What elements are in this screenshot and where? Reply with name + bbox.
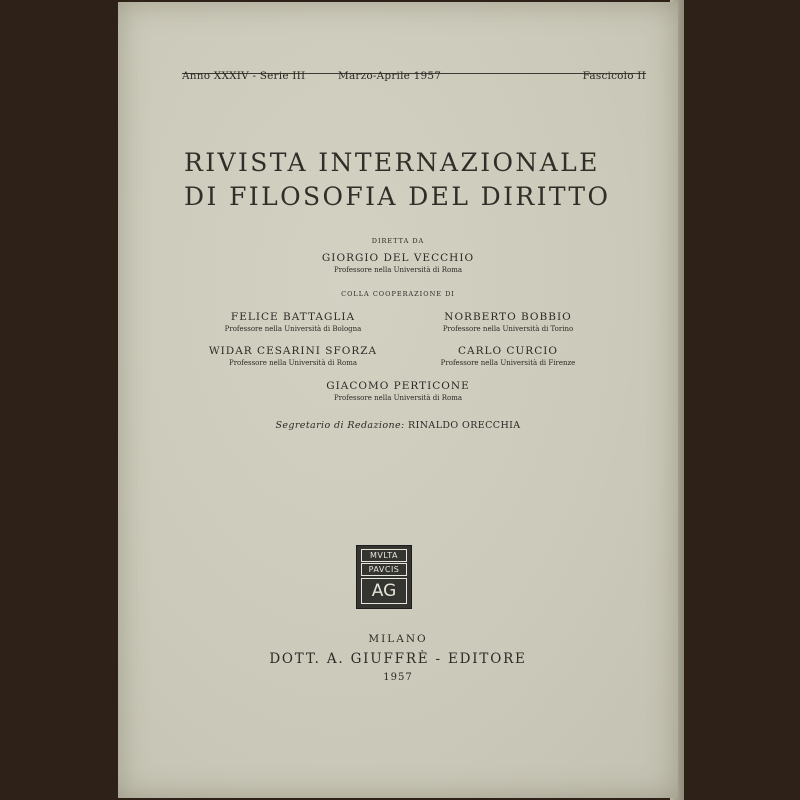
contributor-name: FELICE BATTAGLIA (230, 311, 356, 323)
contributor-affiliation: Professore nella Università di Bologna (224, 325, 362, 333)
journal-cover (118, 2, 678, 798)
contributor-affiliation: Professore nella Università di Torino (442, 325, 574, 333)
contributor-name: CARLO CURCIO (457, 345, 559, 357)
secretary-name: RINALDO ORECCHIA (408, 420, 521, 431)
header-line (182, 70, 646, 82)
cooperation-label: COLLA COOPERAZIONE DI (341, 290, 455, 298)
secretary-label: Segretario di Redazione: (275, 420, 405, 431)
header-year: Anno XXXIV - Serie III (182, 70, 306, 82)
editorial-secretary (118, 420, 678, 431)
imprint-publisher: DOTT. A. GIUFFRÈ - EDITORE (269, 651, 527, 667)
contributor-affiliation: Professore nella Università di Roma (333, 394, 463, 402)
contributor-affiliation: Professore nella Università di Roma (228, 359, 358, 367)
logo-initials: AG (361, 578, 407, 604)
contributor-name: GIACOMO PERTICONE (326, 380, 470, 392)
director-affiliation: Professore nella Università di Roma (333, 266, 463, 274)
imprint-city: MILANO (368, 633, 428, 645)
publisher-logo (356, 545, 412, 609)
contributor-affiliation: Professore nella Università di Firenze (440, 359, 576, 367)
contributor-name: NORBERTO BOBBIO (444, 311, 572, 323)
logo-motto-line-2: PAVCIS (361, 563, 407, 576)
contributor-name: WIDAR CESARINI SFORZA (208, 345, 378, 357)
director-name: GIORGIO DEL VECCHIO (321, 252, 475, 264)
logo-motto-line-1: MVLTA (361, 549, 407, 562)
imprint-year: 1957 (383, 672, 413, 683)
header-issue: Fascicolo II (582, 70, 646, 82)
direction-label: DIRETTA DA (371, 237, 425, 245)
title-line-1: RIVISTA INTERNAZIONALE (184, 148, 600, 177)
title-line-2: DI FILOSOFIA DEL DIRITTO (184, 182, 611, 211)
header-date: Marzo-Aprile 1957 (338, 70, 442, 82)
